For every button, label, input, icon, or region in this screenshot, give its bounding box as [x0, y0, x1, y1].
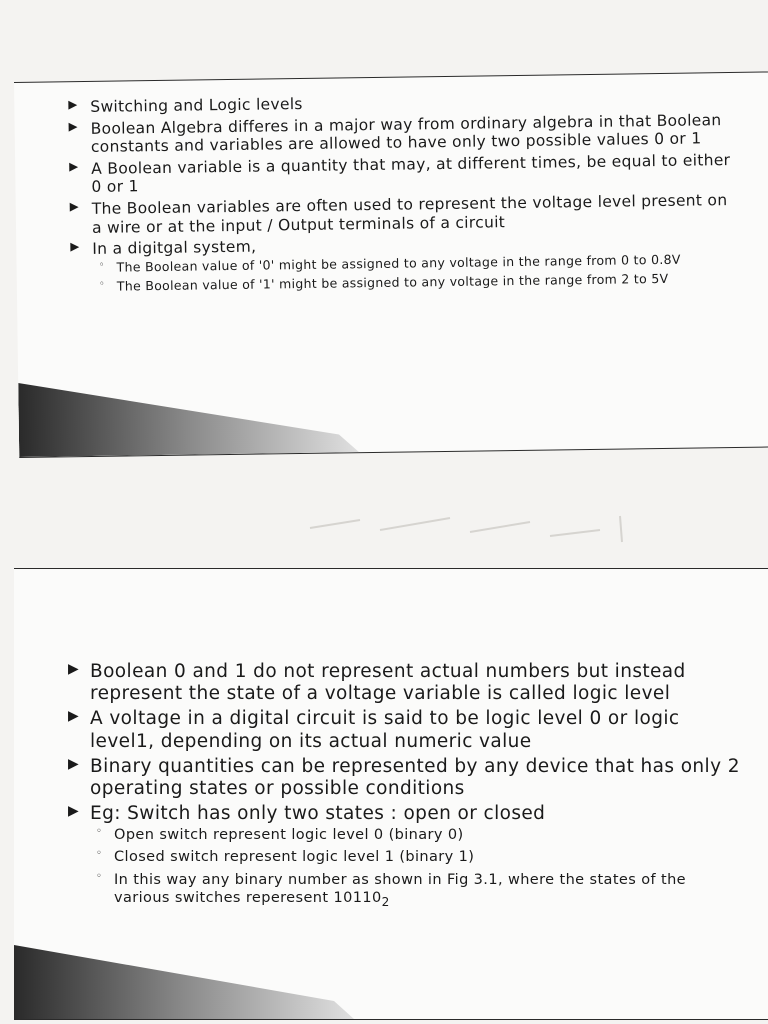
bullet-list: [64, 89, 743, 294]
sub-bullet-text: Open switch represent logic level 0 (binary 0): [114, 827, 464, 844]
small-circle-icon: ◦: [96, 870, 103, 882]
small-circle-icon: ◦: [96, 826, 103, 838]
triangle-right-icon: ▶: [68, 755, 80, 772]
list-item: [65, 151, 741, 198]
list-item: [66, 191, 742, 238]
bullet-text: Binary quantities can be represented by any device that has only 2 operating states or possible conditions: [90, 755, 740, 799]
list-item: [65, 110, 741, 157]
list-item: [64, 756, 740, 800]
slide-footer-swoosh: [18, 366, 768, 457]
sub-bullet-text: The Boolean value of '1' might be assigned to any voltage in the range from 2 to 5V: [116, 270, 669, 294]
sub-bullet-text: The Boolean value of '0' might be assigned to any voltage in the range from 0 to 0.8V: [116, 251, 681, 275]
bullet-list: [64, 661, 740, 910]
binary-subscript: 2: [381, 894, 390, 909]
list-item: [64, 661, 740, 705]
triangle-right-icon: ▶: [69, 199, 80, 214]
list-item: [64, 803, 740, 910]
small-circle-icon: ◦: [96, 848, 103, 860]
triangle-right-icon: ▶: [68, 803, 80, 820]
bullet-text: The Boolean variables are often used to represent the voltage level present on a wire or at the input / Output terminals of a circuit: [91, 191, 728, 237]
sub-bullet-text: In this way any binary number as shown in Fig 3.1, where the states of the various switches reperesent 10110: [114, 871, 686, 906]
bullet-text: Switching and Logic levels: [90, 94, 303, 116]
pencil-scribble: [300, 498, 640, 548]
bullet-text: Boolean Algebra differes in a major way from ordinary algebra in that Boolean constants and variables are allowed to have only two possible values 0 or 1: [90, 110, 722, 157]
sub-list-item: [90, 826, 740, 844]
sub-bullet-text: Closed switch represent logic level 1 (binary 1): [114, 849, 475, 866]
slide-body: [64, 89, 743, 298]
triangle-right-icon: ▶: [68, 661, 80, 677]
bullet-text: Boolean 0 and 1 do not represent actual numbers but instead represent the state of a voltage variable is called logic level: [90, 661, 686, 705]
bullet-text: Eg: Switch has only two states : open or closed: [90, 803, 546, 825]
slide-switching-logic-levels: [14, 71, 768, 457]
triangle-right-icon: ▶: [68, 118, 78, 133]
bullet-text: A Boolean variable is a quantity that may, at different times, be equal to either 0 or 1: [91, 150, 731, 197]
slide-body: [64, 661, 740, 914]
slide-logic-level-binary: [14, 568, 768, 1020]
triangle-right-icon: ▶: [68, 97, 78, 112]
bullet-text: In a digitgal system,: [92, 237, 257, 259]
small-circle-icon: ◦: [98, 278, 106, 290]
triangle-right-icon: ▶: [68, 708, 80, 725]
slide-footer-swoosh: [14, 939, 768, 1019]
bullet-text: A voltage in a digital circuit is said to be logic level 0 or logic level1, depending on its actual numeric value: [90, 708, 680, 752]
list-item: [66, 231, 743, 294]
sub-bullet-list: [92, 251, 742, 294]
triangle-right-icon: ▶: [70, 239, 80, 254]
triangle-right-icon: ▶: [69, 158, 79, 174]
list-item: [64, 708, 740, 752]
small-circle-icon: ◦: [98, 259, 105, 271]
sub-list-item: [90, 848, 740, 866]
sub-list-item: [90, 871, 740, 910]
sub-bullet-list: [90, 826, 740, 909]
